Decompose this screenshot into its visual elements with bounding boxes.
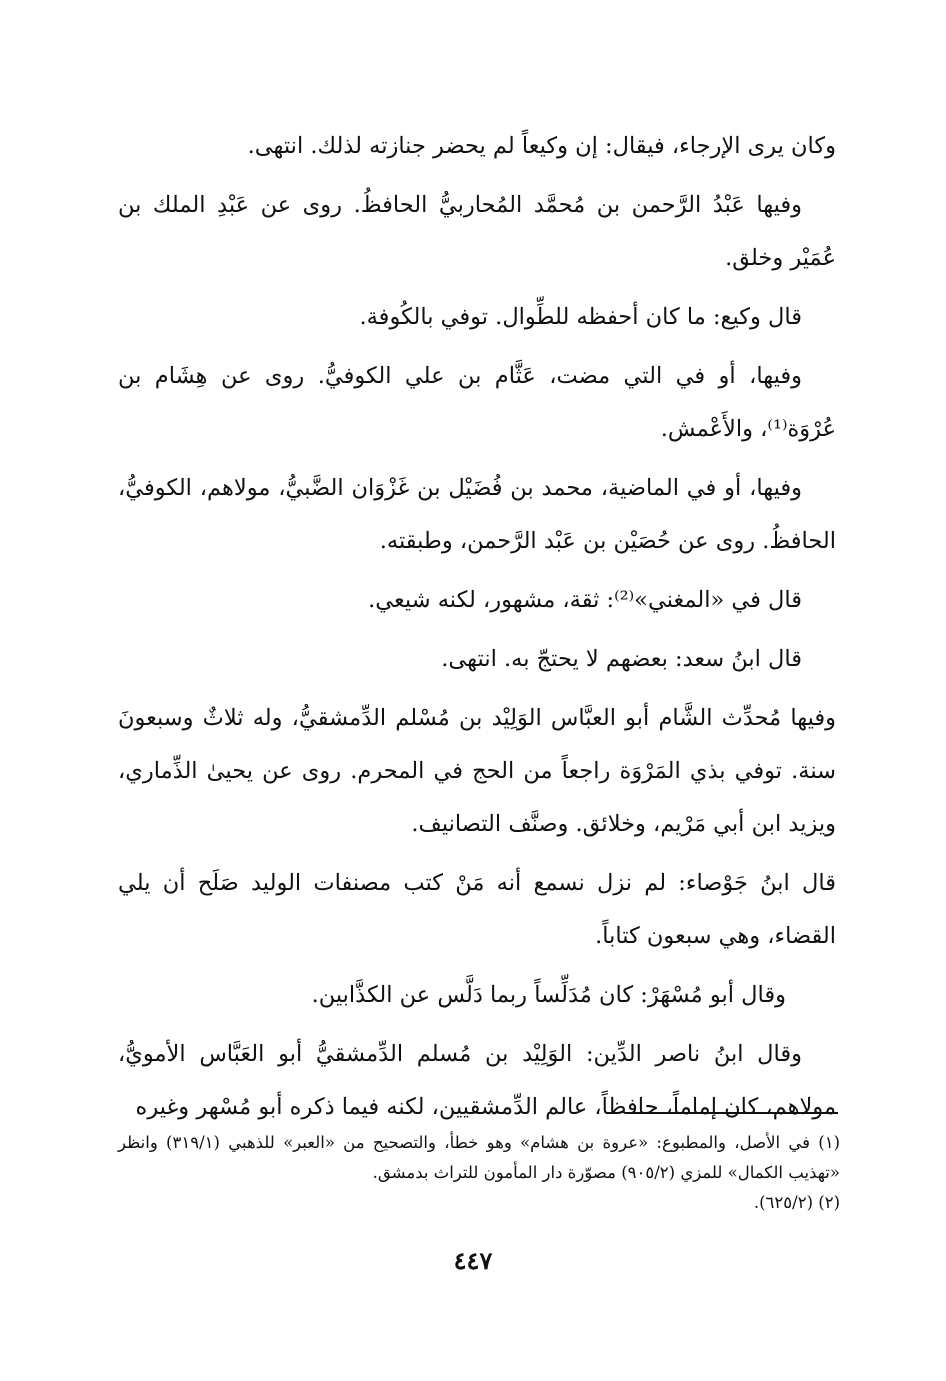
paragraph-5: وفيها، أو في الماضية، محمد بن فُضَيْل بن غَزْوَان الضَّبيُّ، مولاهم، الكوفيُّ، الحافظُ. روى عن حُصَيْن بن عَبْد الرَّحمن، وطبقته. [118,475,836,554]
paragraph-7: قال ابنُ سعد: بعضهم لا يحتجّ به. انتهى. [441,646,802,672]
paragraph-9: قال ابنُ جَوْصاء: لم نزل نسمع أنه مَنْ كتب مصنفات الوليد صَلَح أن يلي القضاء، وهي سبعون كتاباً. [118,870,836,949]
footnote-divider [628,1112,838,1114]
paragraph-3: قال وكيع: ما كان أحفظه للطِّوال. توفي بالكُوفة. [359,304,802,330]
paragraph-11: وقال ابنُ ناصر الدِّين: الوَلِيْد بن مُسلم الدِّمشقيُّ أبو العَبَّاس الأمويُّ، مولاهم، كان إماماً، حافظاً، عالم الدِّمشقيين، لكنه فيما ذكره أبو مُسْهر وغيره [118,1041,836,1120]
paragraph-4: وفيها، أو في التي مضت، عَثَّام بن علي الكوفيُّ. روى عن هِشَام بن عُرْوَة⁽¹⁾، والأَعْمش. [118,363,836,442]
footnote-1: (١) في الأصل، والمطبوع: «عروة بن هشام» وهو خطأ، والتصحيح من «العبر» للذهبي (٣١٩/١) وانظر «تهذيب الكمال» للمزي (٩٠٥/٢) مصوّرة دار المأمون للتراث بدمشق. [118,1133,840,1182]
paragraph-2: وفيها عَبْدُ الرَّحمن بن مُحمَّد المُحاربيُّ الحافظُ. روى عن عَبْدِ الملك بن عُمَيْر وخلق. [118,192,836,271]
footnotes [118,1128,840,1218]
paragraph-8: وفيها مُحدِّث الشَّام أبو العبَّاس الوَلِيْد بن مُسْلم الدِّمشقيُّ، وله ثلاثٌ وسبعونَ سنة. توفي بذي المَرْوَة راجعاً من الحج في المحرم. روى عن يحيىٰ الذِّماري، ويزيد ابن أبي مَرْيم، وخلائق. وصنَّف التصانيف. [118,705,836,837]
paragraph-10: وقال أبو مُسْهَرْ: كان مُدَلِّساً ربما دَلَّس عن الكذَّابين. [311,982,786,1008]
main-text [118,120,836,1140]
paragraph-6: قال في «المغني»⁽²⁾: ثقة، مشهور، لكنه شيعي. [368,587,802,613]
paragraph-1: وكان يرى الإرجاء، فيقال: إن وكيعاً لم يحضر جنازته لذلك. انتهى. [247,133,836,159]
page-number: ٤٤٧ [453,1246,493,1275]
footnote-2: (٢) (٦٢٥/٢). [753,1193,840,1212]
